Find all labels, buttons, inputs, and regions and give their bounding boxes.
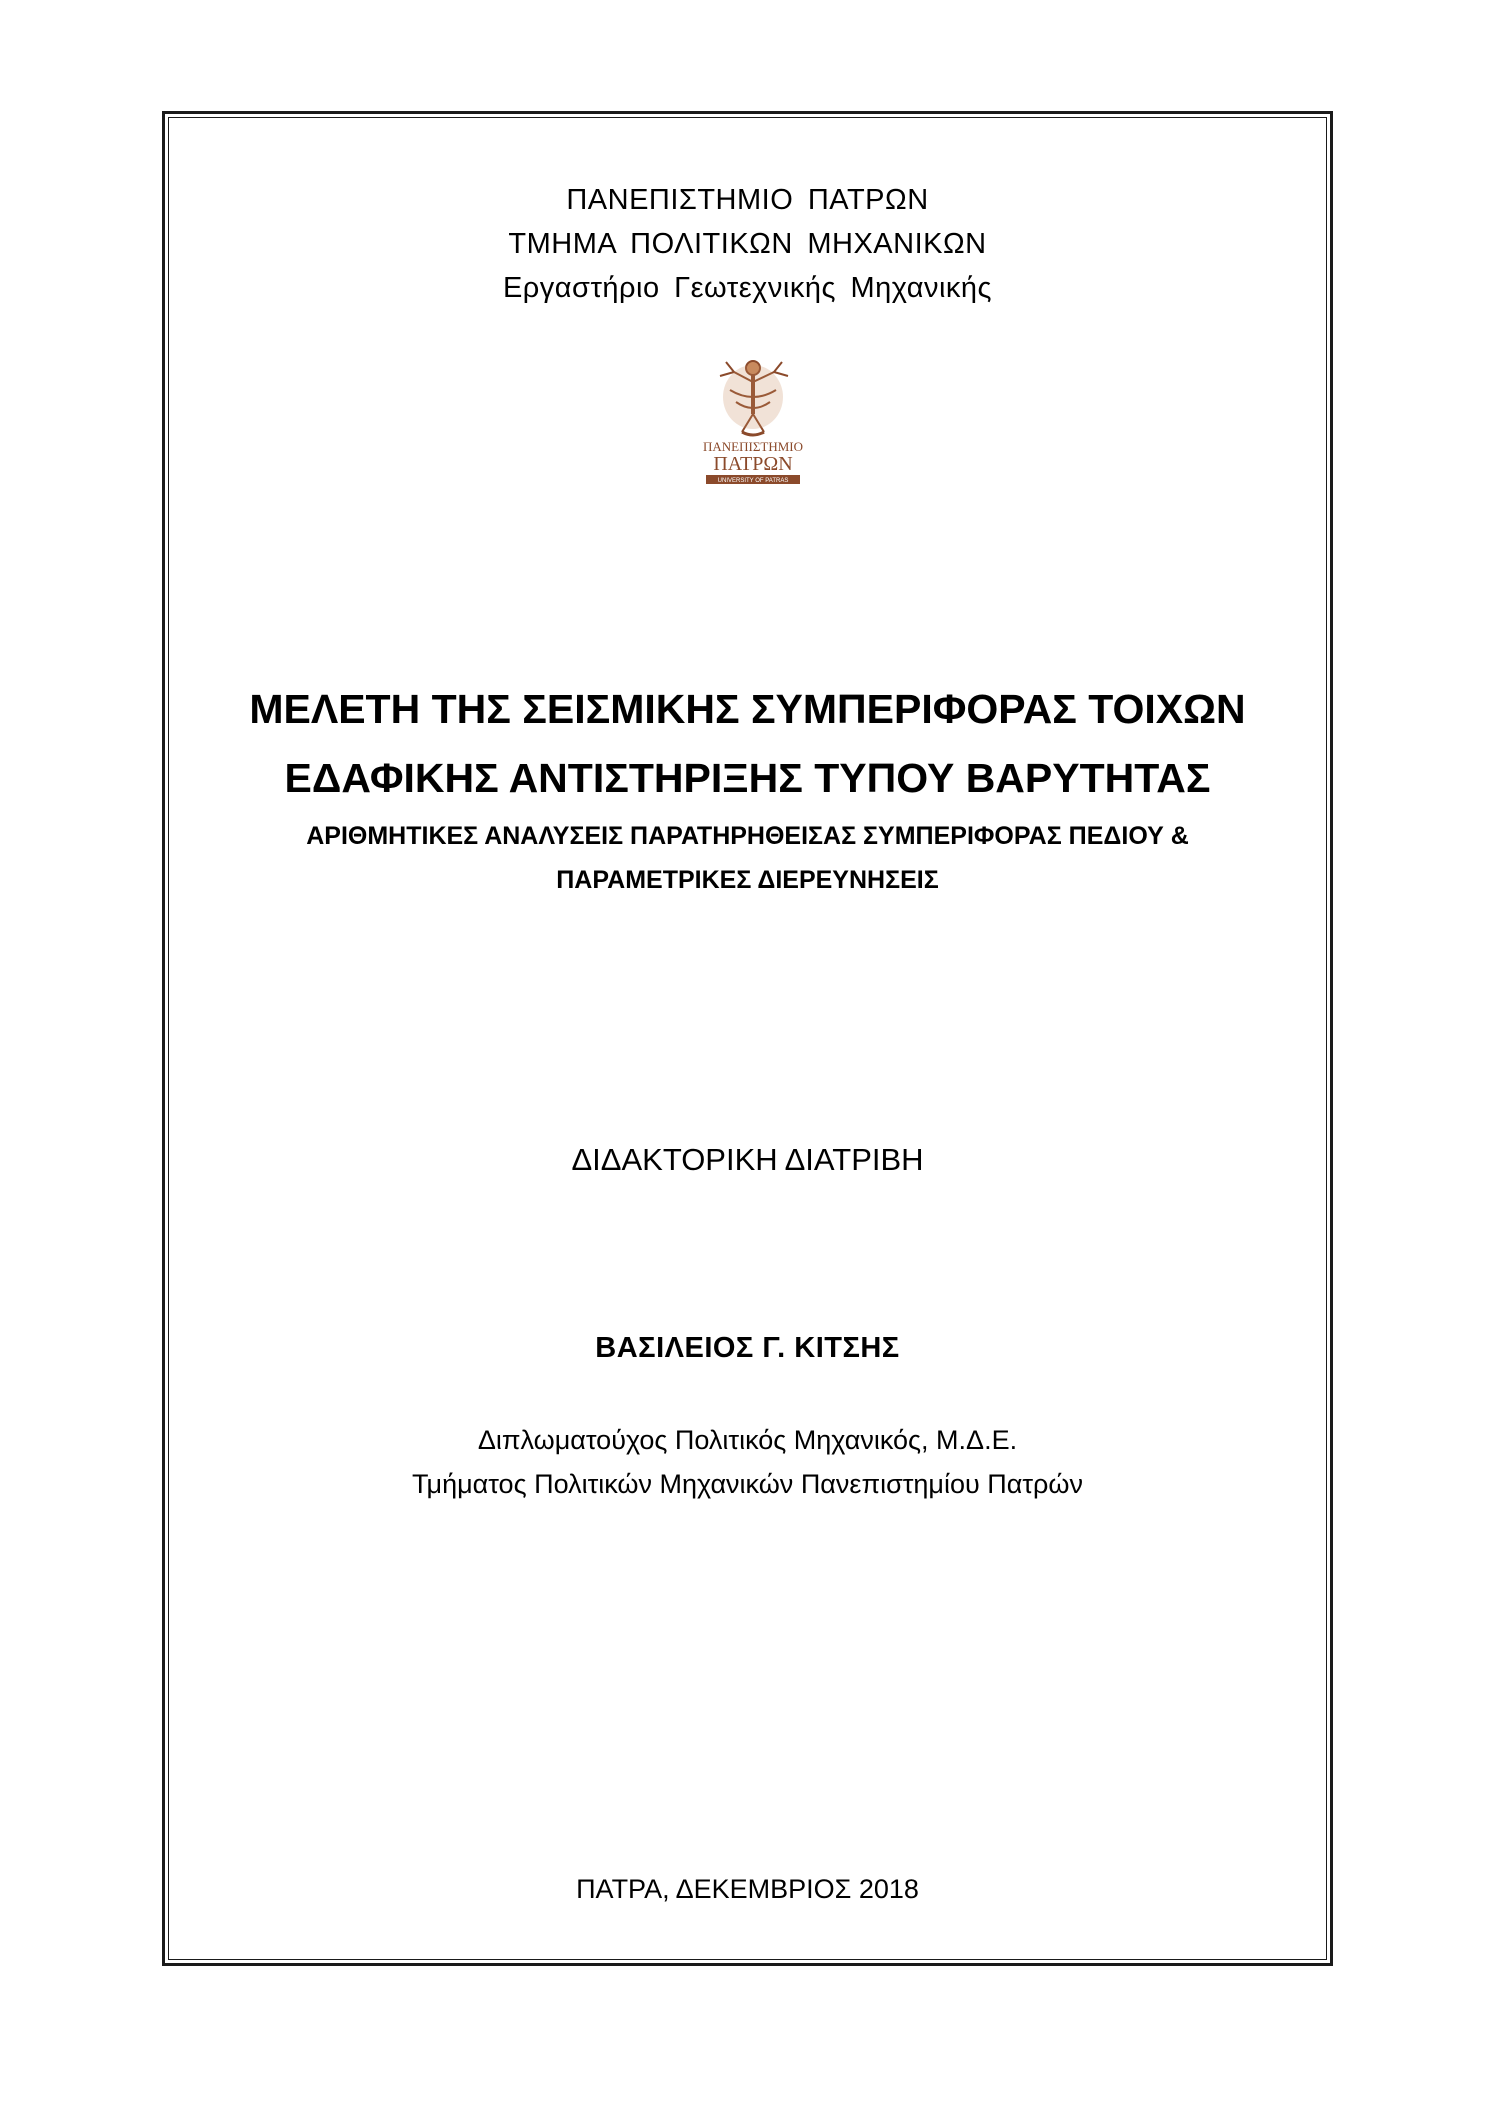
university-logo: [690, 352, 816, 488]
thesis-subtitle-line1: ΑΡΙΘΜΗΤΙΚΕΣ ΑΝΑΛΥΣΕΙΣ ΠΑΡΑΤΗΡΗΘΕΙΣΑΣ ΣΥΜΠΕΡΙΦΟΡΑΣ ΠΕΔΙΟΥ &: [306, 822, 1189, 850]
author-credential-line1: Διπλωματούχος Πολιτικός Μηχανικός, Μ.Δ.Ε.: [477, 1425, 1018, 1455]
logo-line1: ΠΑΝΕΠΙΣΤΗΜΙΟ: [703, 439, 803, 454]
logo-line3: UNIVERSITY OF PATRAS: [717, 478, 789, 484]
thesis-subtitle-line2: ΠΑΡΑΜΕΤΡΙΚΕΣ ΔΙΕΡΕΥΝΗΣΕΙΣ: [556, 866, 939, 894]
university-name: ΠΑΝΕΠΙΣΤΗΜΙΟ ΠΑΤΡΩΝ: [566, 184, 929, 216]
document-type: ΔΙΔΑΚΤΟΡΙΚΗ ΔΙΑΤΡΙΒΗ: [571, 1142, 924, 1177]
laboratory-name: Εργαστήριο Γεωτεχνικής Μηχανικής: [502, 272, 993, 304]
author-name: ΒΑΣΙΛΕΙΟΣ Γ. ΚΙΤΣΗΣ: [595, 1332, 900, 1364]
place-and-date: ΠΑΤΡΑ, ΔΕΚΕΜΒΡΙΟΣ 2018: [576, 1874, 919, 1904]
department-name: ΤΜΗΜΑ ΠΟΛΙΤΙΚΩΝ ΜΗΧΑΝΙΚΩΝ: [508, 228, 987, 260]
thesis-title-line2: ΕΔΑΦΙΚΗΣ ΑΝΤΙΣΤΗΡΙΞΗΣ ΤΥΠΟΥ ΒΑΡΥΤΗΤΑΣ: [284, 755, 1211, 801]
author-credential-line2: Τμήματος Πολιτικών Μηχανικών Πανεπιστημίου Πατρών: [412, 1469, 1083, 1499]
logo-line2: ΠΑΤΡΩΝ: [713, 453, 793, 475]
thesis-title-line1: ΜΕΛΕΤΗ ΤΗΣ ΣΕΙΣΜΙΚΗΣ ΣΥΜΠΕΡΙΦΟΡΑΣ ΤΟΙΧΩΝ: [249, 686, 1246, 732]
